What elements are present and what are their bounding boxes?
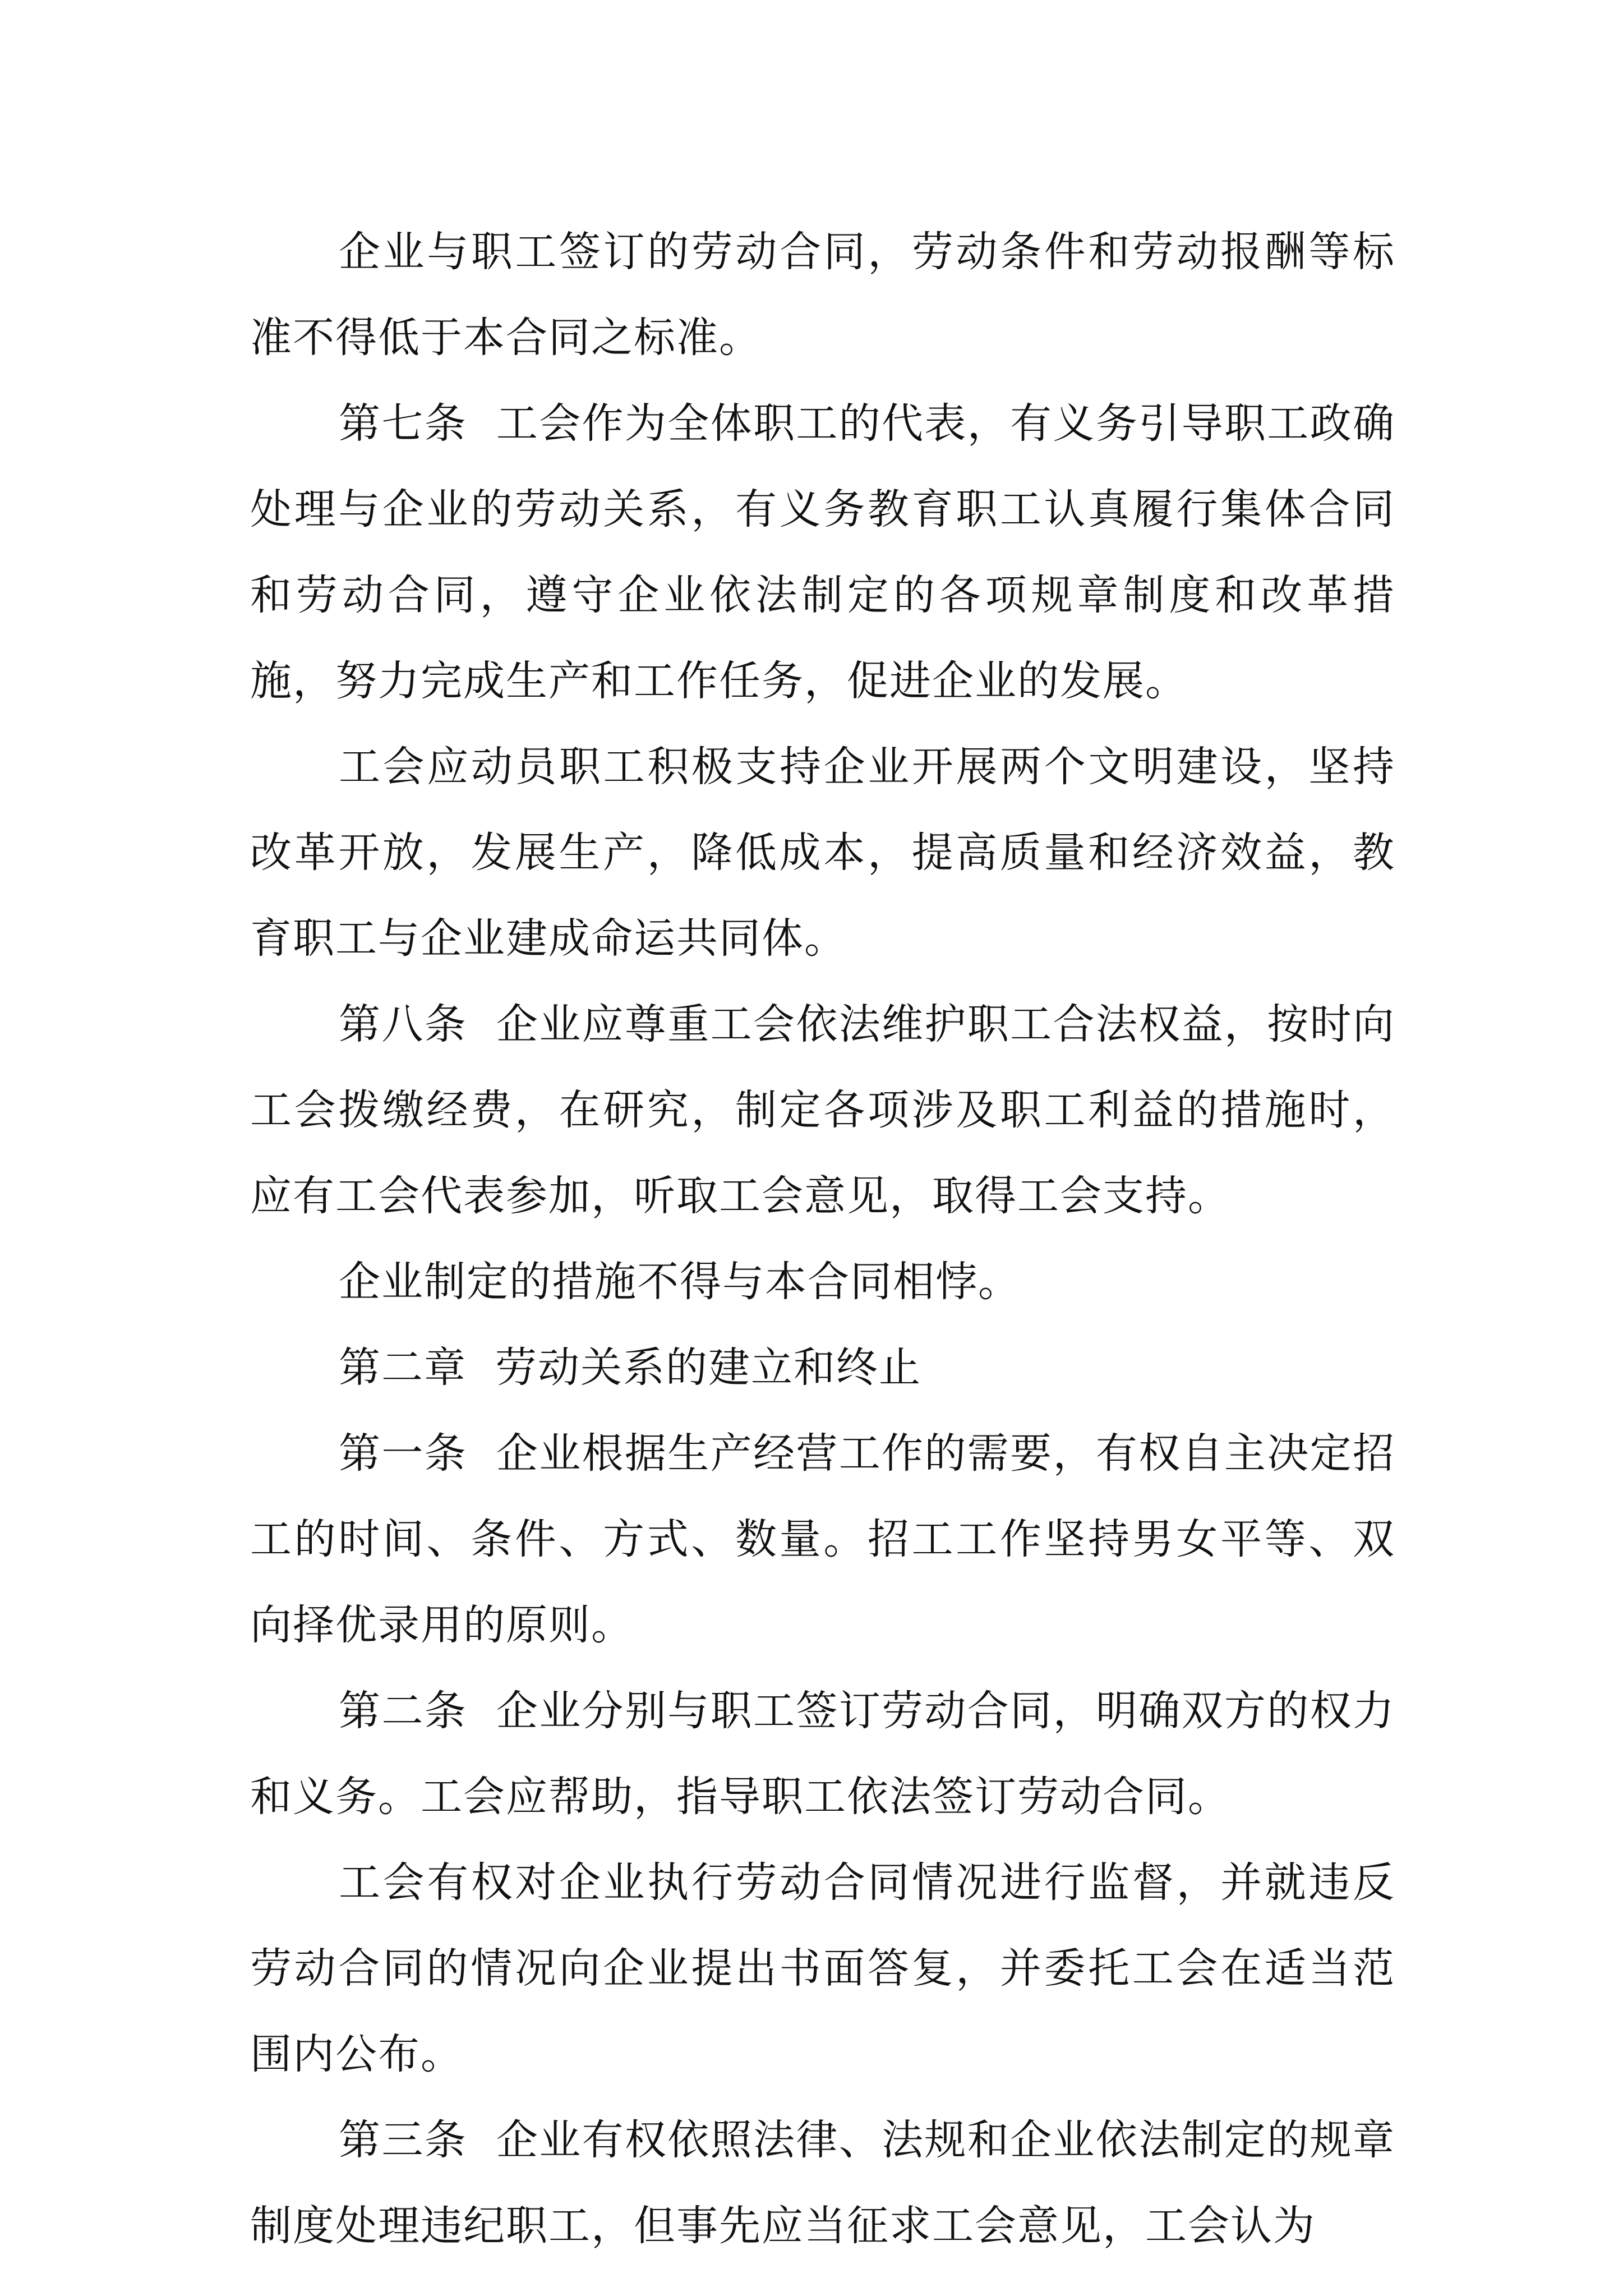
paragraph: 企业与职工签订的劳动合同，劳动条件和劳动报酬等标准不得低于本合同之标准。 <box>250 228 1395 362</box>
article-2-paragraph: 第二条 企业分别与职工签订劳动合同，明确双方的权力和义务。工会应帮助，指导职工依法签订劳动合同。 <box>250 1687 1395 1821</box>
article-3-paragraph: 第三条 企业有权依照法律、法规和企业依法制定的规章制度处理违纪职工，但事先应当征求工会意见，工会认为 <box>250 2116 1395 2250</box>
article-1-paragraph: 第一条 企业根据生产经营工作的需要，有权自主决定招工的时间、条件、方式、数量。招工工作坚持男女平等、双向择优录用的原则。 <box>250 1429 1395 1649</box>
paragraph: 工会应动员职工积极支持企业开展两个文明建设，坚持改革开放，发展生产，降低成本，提高质量和经济效益，教育职工与企业建成命运共同体。 <box>250 743 1395 963</box>
chapter-2-heading: 第二章 劳动关系的建立和终止 <box>339 1343 922 1392</box>
document-body <box>250 209 1395 2269</box>
paragraph: 工会有权对企业执行劳动合同情况进行监督，并就违反劳动合同的情况向企业提出书面答复，并委托工会在适当范围内公布。 <box>250 1858 1395 2078</box>
paragraph: 企业制定的措施不得与本合同相悖。 <box>339 1258 1021 1306</box>
article-8-paragraph: 第八条 企业应尊重工会依法维护职工合法权益，按时向工会拨缴经费，在研究，制定各项涉及职工利益的措施时，应有工会代表参加，听取工会意见，取得工会支持。 <box>250 1000 1395 1220</box>
article-7-paragraph: 第七条 工会作为全体职工的代表，有义务引导职工政确处理与企业的劳动关系，有义务教育职工认真履行集体合同和劳动合同，遵守企业依法制定的各项规章制度和改革措施，努力完成生产和工作任务，促进企业的发展。 <box>250 399 1395 705</box>
